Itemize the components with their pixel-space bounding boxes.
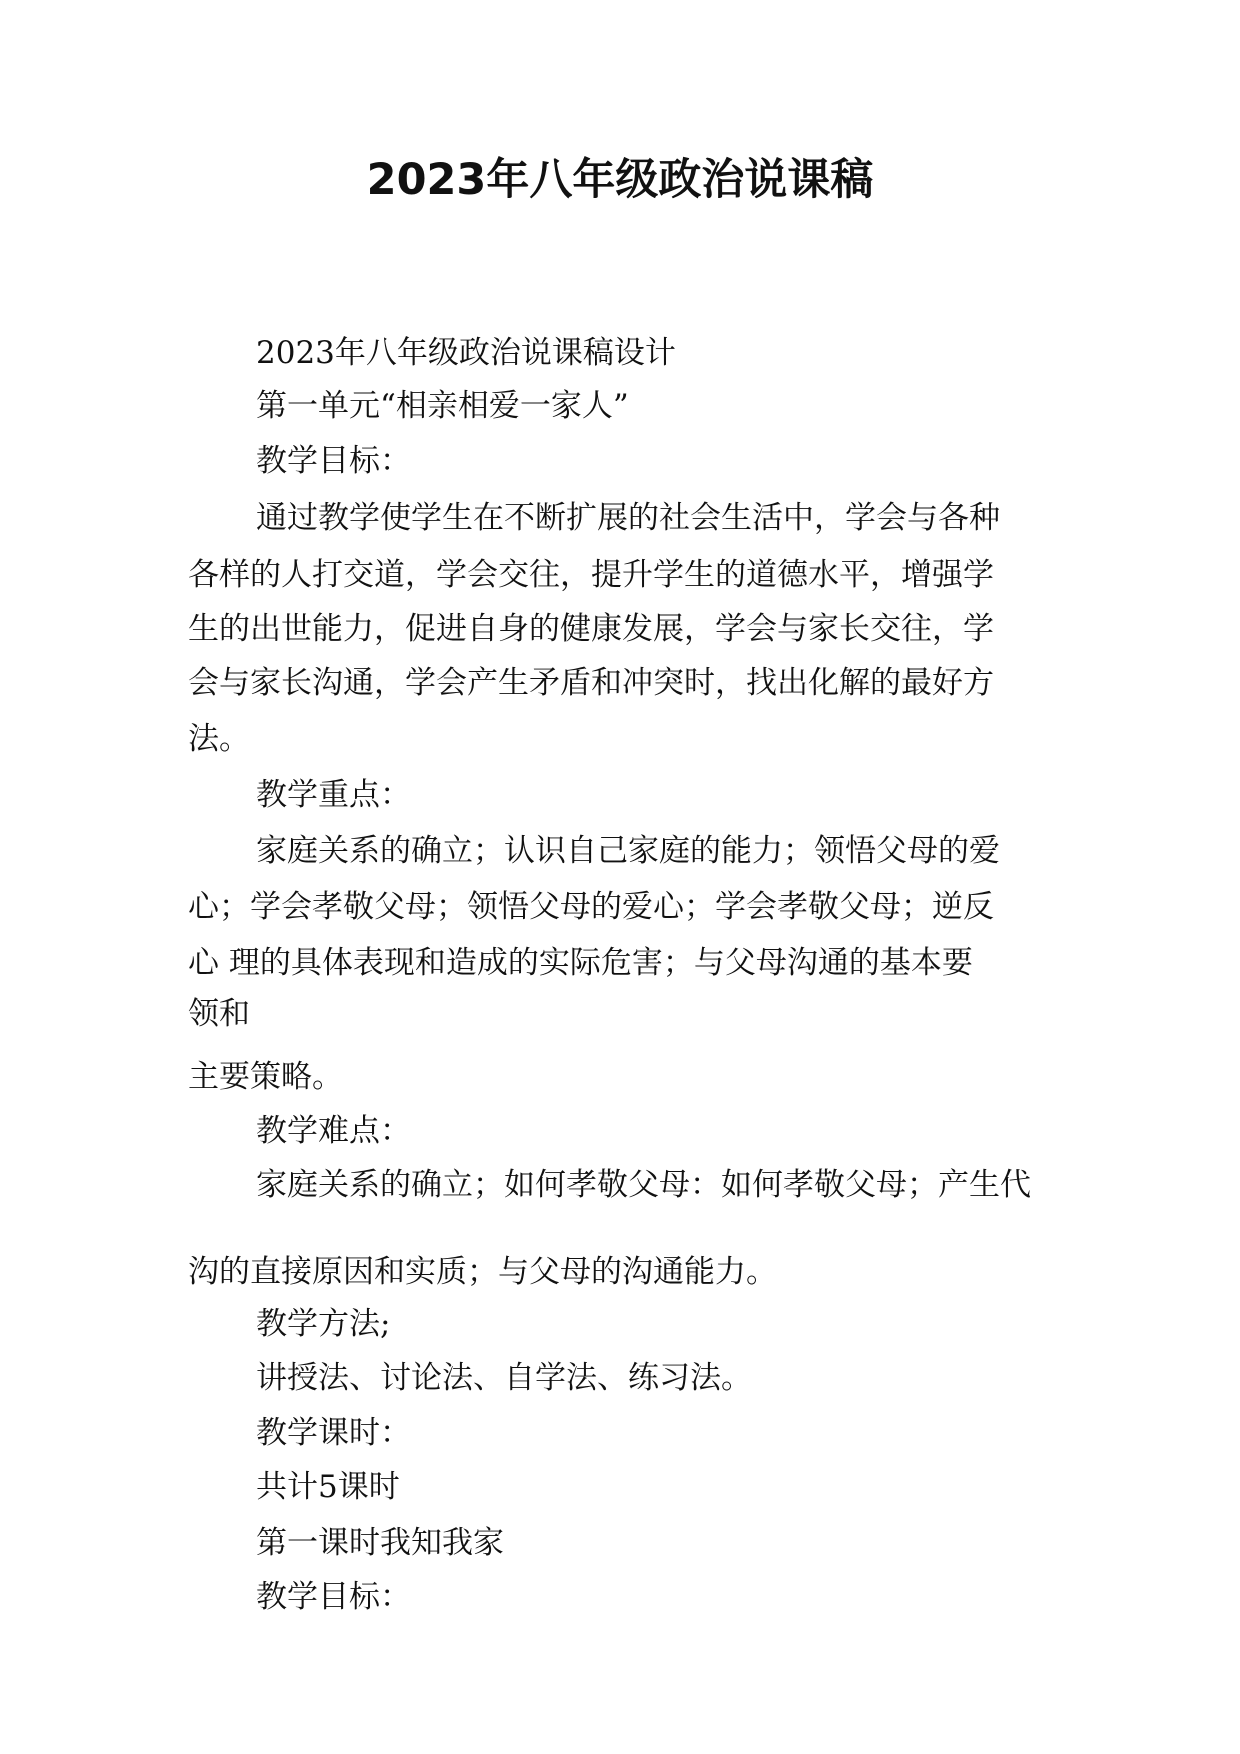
section-label-objectives: 教学目标：	[256, 1579, 411, 1615]
paragraph-line: 主要策略。	[188, 1059, 343, 1095]
unit-heading: 第一单元“相亲相爱一家人”	[256, 388, 629, 424]
paragraph-line: 家庭关系的确立；认识自己家庭的能力；领悟父母的爱	[256, 833, 1000, 869]
paragraph-line: 法。	[188, 721, 250, 757]
section-label-difficulties: 教学难点：	[256, 1113, 411, 1149]
document-title: 2023年八年级政治说课稿	[366, 155, 874, 205]
paragraph-line: 各样的人打交道，学会交往，提升学生的道德水平，增强学	[188, 557, 994, 593]
paragraph-line: 共计5课时	[256, 1469, 400, 1505]
section-label-hours: 教学课时：	[256, 1415, 411, 1451]
paragraph-line: 心 理的具体表现和造成的实际危害；与父母沟通的基本要	[188, 945, 973, 981]
paragraph-line: 通过教学使学生在不断扩展的社会生活中，学会与各种	[256, 500, 1000, 536]
paragraph-line: 沟的直接原因和实质；与父母的沟通能力。	[188, 1254, 777, 1290]
subtitle-line: 2023年八年级政治说课稿设计	[256, 335, 676, 371]
paragraph-line: 领和	[188, 996, 250, 1032]
section-label-key-points: 教学重点：	[256, 777, 411, 813]
lesson-heading: 第一课时我知我家	[256, 1525, 504, 1561]
paragraph-line: 讲授法、讨论法、自学法、练习法。	[256, 1360, 752, 1396]
paragraph-line: 生的出世能力，促进自身的健康发展，学会与家长交往，学	[188, 611, 994, 647]
paragraph-line: 会与家长沟通，学会产生矛盾和冲突时，找出化解的最好方	[188, 665, 994, 701]
section-label-methods: 教学方法;	[256, 1306, 391, 1342]
section-label-objectives: 教学目标：	[256, 443, 411, 479]
paragraph-line: 家庭关系的确立；如何孝敬父母：如何孝敬父母；产生代	[256, 1167, 1031, 1203]
paragraph-line: 心；学会孝敬父母；领悟父母的爱心；学会孝敬父母；逆反	[188, 889, 994, 925]
